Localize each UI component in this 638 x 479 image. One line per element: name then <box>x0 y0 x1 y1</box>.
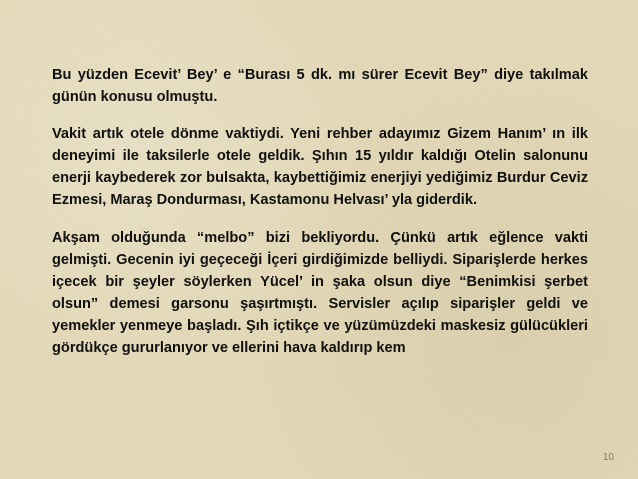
body-text <box>52 64 588 359</box>
paragraph-3: Akşam olduğunda “melbo” bizi bekliyordu. Çünkü artık eğlence vakti gelmişti. Gecenin iyi geçeceği İçeri girdiğimizde belliydi. Siparişlerde herkes içecek bir şeyler söylerken Yücel’ in şaka olsun diye “Benimkisi şerbet olsun” demesi garsonu şaşırtmıştı. Servisler açılıp siparişler geldi ve yemekler yenmeye başladı. Şıh içtikçe ve yüzümüzdeki maskesiz gülücükleri gördükçe gururlanıyor ve ellerini hava kaldırıp kem <box>52 229 588 357</box>
paragraph-1: Bu yüzden Ecevit’ Bey’ e “Burası 5 dk. mı sürer Ecevit Bey” diye takılmak günün konusu olmuştu. <box>52 67 588 106</box>
paragraph-2: Vakit artık otele dönme vaktiydi. Yeni rehber adayımız Gizem Hanım’ ın ilk deneyimi ile taksilerle otele geldik. Şıhın 15 yıldır kaldığı Otelin salonunu enerji kaybederek zor bulsakta, kaybettiğimiz enerjiyi yediğimiz Burdur Ceviz Ezmesi, Maraş Dondurması, Kastamonu Helvası’ yla giderdik. <box>52 126 588 209</box>
page-number: 10 <box>602 452 614 463</box>
